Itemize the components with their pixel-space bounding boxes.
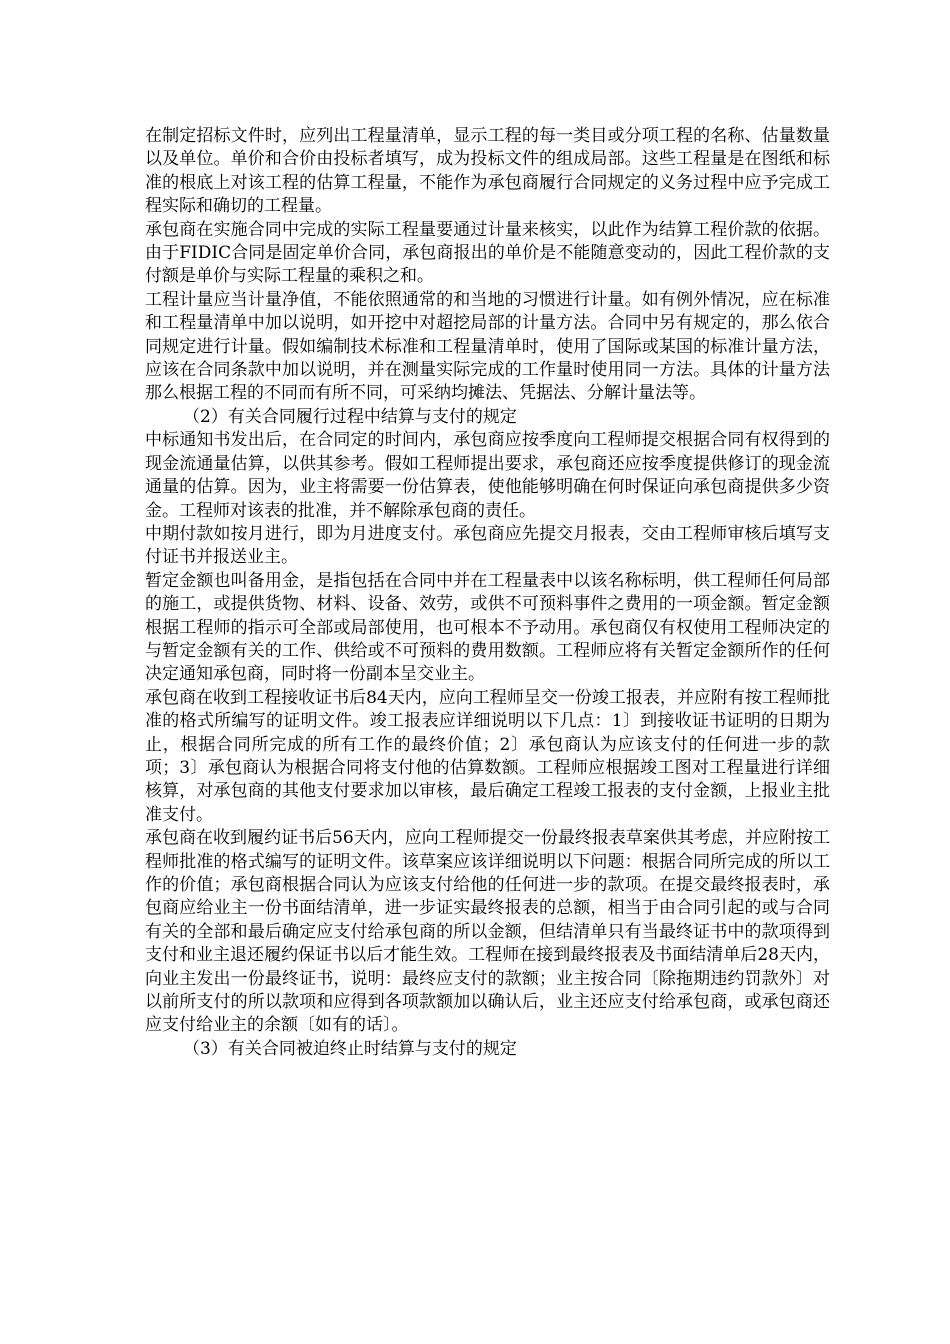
paragraph-completion-statement: 承包商在收到工程接收证书后84天内，应向工程师呈交一份竣工报表，并应附有按工程师批准的格式所编写的证明文件。竣工报表应详细说明以下几点：1〕到接收证书证明的日期为止，根据合同所完成的所有工作的最终价值；2〕承包商认为应该支付的任何进一步的款项；3〕承包商认为根据合同将支付他的估算数额。工程师应根据竣工图对工程量进行详细核算，对承包商的其他支付要求加以审核，最后确定工程竣工报表的支付金额，上报业主批准支付。 — [145, 687, 830, 825]
section-heading-3: （3）有关合同被迫终止时结算与支付的规定 — [183, 1038, 517, 1059]
paragraph-measurement-basis: 承包商在实施合同中完成的实际工程量要通过计量来核实，以此作为结算工程价款的依据。由于FIDIC合同是固定单价合同，承包商报出的单价是不能随意变动的，因此工程价款的支付额是单价与实际工程量的乘积之和。 — [145, 219, 830, 287]
paragraph-bill-of-quantities: 在制定招标文件时，应列出工程量清单，显示工程的每一类目或分项工程的名称、估量数量以及单位。单价和合价由投标者填写，成为投标文件的组成局部。这些工程量是在图纸和标准的根底上对该工程的估算工程量，不能作为承包商履行合同规定的义务过程中应予完成工程实际和确切的工程量。 — [145, 126, 830, 217]
paragraph-cash-flow-estimate: 中标通知书发出后，在合同定的时间内，承包商应按季度向工程师提交根据合同有权得到的现金流通量估算，以供其参考。假如工程师提出要求，承包商还应按季度提供修订的现金流通量的估算。因为，业主将需要一份估算表，使他能够明确在何时保证向承包商提供多少资金。工程师对该表的批准，并不解除承包商的责任。 — [145, 430, 830, 521]
section-heading-2: （2）有关合同履行过程中结算与支付的规定 — [183, 406, 517, 427]
paragraph-interim-payment: 中期付款如按月进行，即为月进度支付。承包商应先提交月报表，交由工程师审核后填写支付证书并报送业主。 — [145, 523, 830, 568]
paragraph-provisional-sum: 暂定金额也叫备用金，是指包括在合同中并在工程量表中以该名称标明，供工程师任何局部的施工，或提供货物、材料、设备、效劳，或供不可预料事件之费用的一项金额。暂定金额根据工程师的指示可全部或局部使用，也可根本不予动用。承包商仅有权使用工程师决定的与暂定金额有关的工作、供给或不可预料的费用数额。工程师应将有关暂定金额所作的任何决定通知承包商，同时将一份副本呈交业主。 — [145, 570, 830, 685]
paragraph-final-statement: 承包商在收到履约证书后56天内，应向工程师提交一份最终报表草案供其考虑，并应附按工程师批准的格式编写的证明文件。该草案应该详细说明以下问题：根据合同所完成的所以工作的价值；承包商根据合同认为应该支付给他的任何进一步的款项。在提交最终报表时，承包商应给业主一份书面结清单，进一步证实最终报表的总额，相当于由合同引起的或与合同有关的全部和最后确定应支付给承包商的所以金额，但结清单只有当最终证书中的款项得到支付和业主退还履约保证书以后才能生效。工程师在接到最终报表及书面结清单后28天内，向业主发出一份最终证书，说明：最终应支付的款额；业主按合同〔除拖期违约罚款外〕对以前所支付的所以款项和应得到各项款额加以确认后，业主还应支付给承包商，或承包商还应支付给业主的余额〔如有的话〕。 — [145, 828, 830, 1036]
document-page — [145, 125, 830, 1061]
paragraph-measurement-method: 工程计量应当计量净值，不能依照通常的和当地的习惯进行计量。如有例外情况，应在标准和工程量清单中加以说明，如开挖中对超挖局部的计量方法。合同中另有规定的，那么依合同规定进行计量。假如编制技术标准和工程量清单时，使用了国际或某国的标准计量方法，应该在合同条款中加以说明，并在测量实际完成的工作量时使用同一方法。具体的计量方法那么根据工程的不同而有所不同，可采纳均摊法、凭据法、分解计量法等。 — [145, 289, 830, 404]
